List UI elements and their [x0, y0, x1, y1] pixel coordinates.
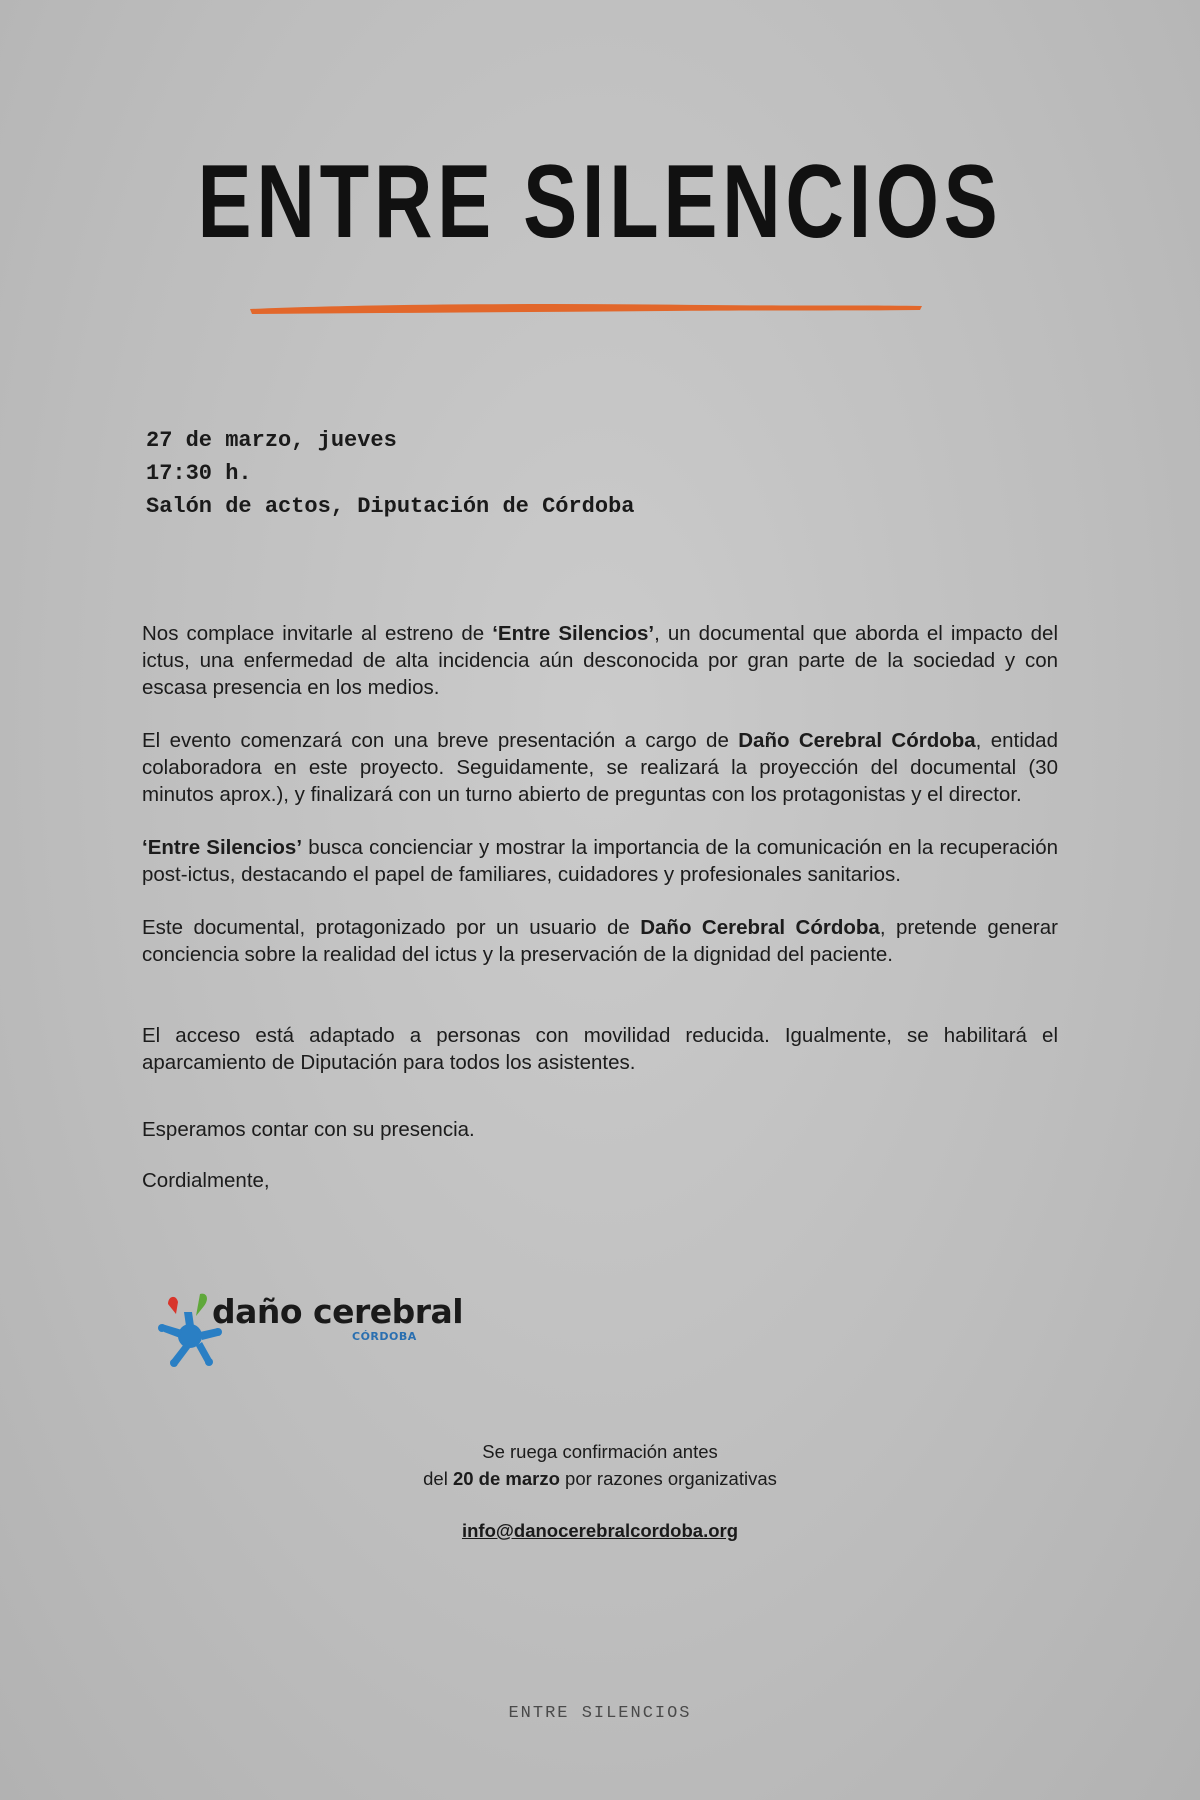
rsvp-line-1: Se ruega confirmación antes	[482, 1441, 718, 1462]
paragraph-event: El evento comenzará con una breve presentación a cargo de Daño Cerebral Córdoba, entidad colaboradora en este proyecto. Seguidamente, se realizará la proyección del documental (30 minutos aprox.), y finalizará con un turno abierto de preguntas con los protagonistas y el director.	[142, 729, 1058, 806]
logo-subtitle: CÓRDOBA	[352, 1330, 417, 1343]
logo-wordmark: daño cerebral	[212, 1292, 464, 1331]
paragraph-access: El acceso está adaptado a personas con movilidad reducida. Igualmente, se habilitará el aparcamiento de Diputación para todos los asistentes.	[142, 1024, 1058, 1074]
paragraph-closing: Esperamos contar con su presencia.	[142, 1118, 475, 1141]
letter-body	[142, 620, 1058, 1208]
event-details	[146, 424, 634, 523]
rsvp-note	[0, 1438, 1200, 1492]
rsvp-line-2: del 20 de marzo por razones organizativas	[423, 1468, 777, 1489]
paragraph-signoff: Cordialmente,	[142, 1169, 270, 1192]
event-time: 17:30 h.	[146, 461, 252, 486]
footer-title: ENTRE SILENCIOS	[508, 1704, 692, 1723]
event-place: Salón de actos, Diputación de Córdoba	[146, 494, 635, 519]
paragraph-purpose: ‘Entre Silencios’ busca concienciar y mostrar la importancia de la comunicación en la recuperación post-ictus, destacando el papel de familiares, cuidadores y profesionales sanitarios.	[142, 836, 1058, 886]
contact-email-link[interactable]: info@danocerebralcordoba.org	[461, 1520, 739, 1541]
event-date: 27 de marzo, jueves	[146, 428, 397, 453]
paragraph-documentary: Este documental, protagonizado por un usuario de Daño Cerebral Córdoba, pretende generar conciencia sobre la realidad del ictus y la preservación de la dignidad del paciente.	[142, 916, 1058, 966]
page-title: ENTRE SILENCIOS	[197, 144, 1003, 260]
paragraph-intro: Nos complace invitarle al estreno de ‘Entre Silencios’, un documental que aborda el impacto del ictus, una enfermedad de alta incidencia aún desconocida por gran parte de la sociedad y con escasa presencia en los medios.	[142, 622, 1059, 699]
title-brush-underline	[246, 298, 926, 318]
